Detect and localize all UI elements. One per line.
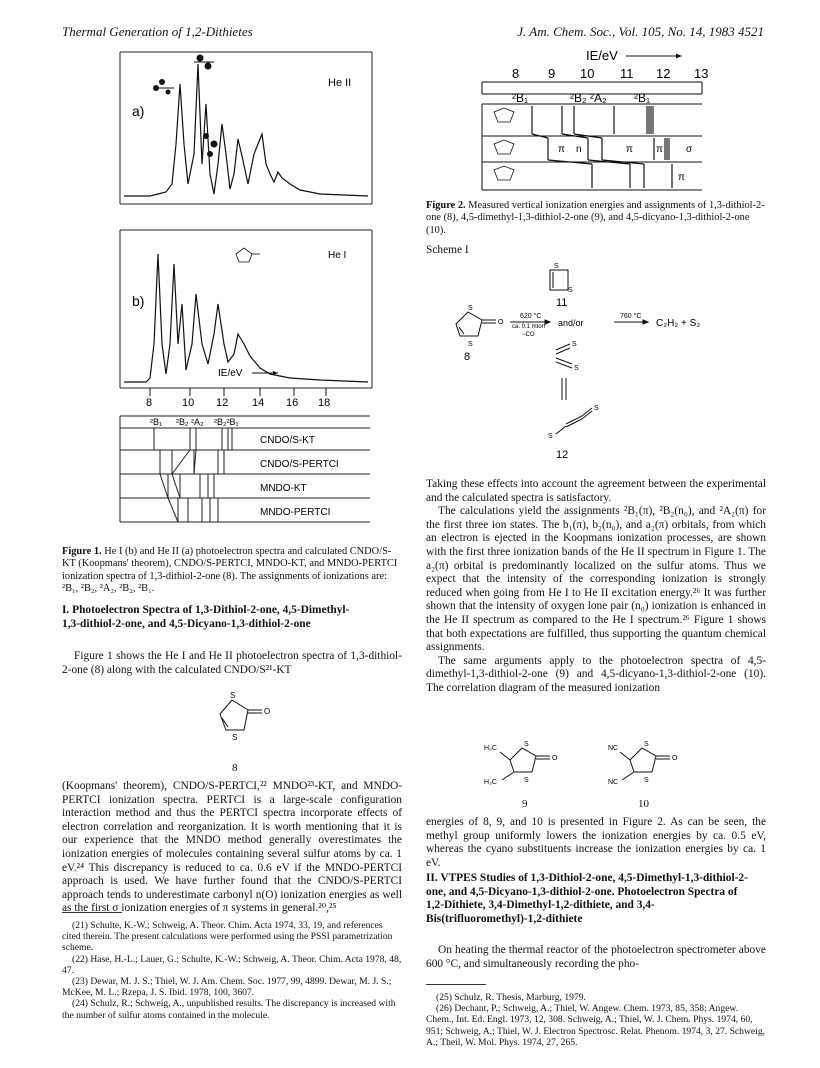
orbital-sketch-a2 (203, 133, 218, 157)
svg-text:H₃C: H₃C (484, 779, 497, 786)
method-cndo-kt: CNDO/S-KT (260, 435, 315, 446)
right-text-block-2 (426, 816, 766, 870)
scheme-cond-620: 620 °C (520, 313, 542, 320)
figure-2-graphic (476, 46, 726, 196)
tick-14: 14 (252, 397, 265, 409)
running-header-left: Thermal Generation of 1,2-Dithietes (62, 24, 253, 39)
svg-text:S: S (554, 263, 559, 270)
figure-2-caption-label: Figure 2. (426, 200, 466, 211)
panel-b-label: b) (132, 293, 145, 309)
dithiolone-icon-small (236, 248, 260, 262)
fig2-orb-sigma: σ (686, 144, 693, 155)
fig2-axis-label: IE/eV (586, 48, 618, 63)
panel-a-label: a) (132, 103, 145, 119)
scheme-label-12: 12 (556, 449, 569, 461)
references-right (426, 992, 766, 1048)
running-header-right: J. Am. Chem. Soc., Vol. 105, No. 14, 1983 4521 (517, 24, 764, 39)
compounds-9-10-drawing (480, 736, 700, 796)
scheme-1-drawing (426, 262, 766, 468)
right-text-block (426, 478, 766, 696)
svg-text:S: S (468, 341, 473, 348)
svg-text:S: S (230, 691, 236, 700)
figure-2-caption-text: Measured vertical ionization energies and assignments of 1,3-dithiol-2-one (8), 4,5-dimethyl-1,3-dithiol-2-one (9), and 4,5-dicyano-1,3-dithiol-2-one (10). (426, 200, 765, 236)
fig2-tick-10: 10 (580, 66, 595, 81)
figure-1-caption (62, 546, 402, 596)
references-left (62, 920, 402, 1021)
assign-b2a2: ²B₂ ²A₂ (176, 417, 204, 427)
footnote-rule-left (62, 912, 122, 913)
svg-text:S: S (644, 777, 649, 784)
scheme-cond-co: −CO (522, 332, 535, 338)
fig2-orb-pi-3: π (656, 144, 663, 155)
ie-axis-label: IE/eV (218, 368, 243, 379)
ref-26: (26) Dechant, P.; Schweig, A.; Thiel, W. Angew. Chem. 1973, 85, 358; Angew. Chem., Int. Ed. Engl. 1973, 12, 308. Schweig, A.; Thiel, W. J. Chem. Phys. 1974, 60, 951; Schweig, A.; Thiel, W. J. Electron Spectrosc. Relat. Phenom. 1974, 3, 27. Schweig, A.; Theil, W. Mol. Phys. 1974, 27, 265. (426, 1003, 766, 1048)
right-text-block-3 (426, 944, 766, 971)
fig2-orb-n: n (576, 144, 582, 155)
svg-text:S: S (594, 405, 599, 412)
ref-25: (25) Schulz, R. Thesis, Marburg, 1979. (436, 992, 586, 1003)
svg-text:S: S (568, 287, 573, 294)
figure-1-caption-label: Figure 1. (62, 546, 102, 557)
section-1-para-2: (Koopmans' theorem), CNDO/S-PERTCI,²² MNDO²³-KT, and MNDO-PERTCI ionization spectra. PERTCI is a large-scale configuration interaction method and thus the PERTCI spectra incorporate effects of electron correlation and reorganization. It is worth mentioning that it is our experience that the MNDO method generally overestimates the ionization energies of molecules containing several sulfur atoms by ca. 1 eV.²⁴ This discrepancy is reduced to ca. 0.6 eV if the MNDO-PERTCI approach is used. We have further found that the CNDO/S-PERTCI approach tends to underestimate carbonyl n(O) ionization energies as well as the first σ ionization energies of π systems in general.²⁰,²⁵ (62, 780, 402, 915)
scheme-label-8: 8 (464, 351, 471, 363)
section-2-title: II. VTPES Studies of 1,3-Dithiol-2-one, 4,5-Dimethyl-1,3-dithiol-2-one, and 4,5-Dicyano-1,3-dithiol-2-one. Photoelectron Spectra of 1,2-Dithiete, 3,4-Dimethyl-1,2-dithiete, and 3,4-Bis(trifluoromethyl)-1,2-dithiete (426, 872, 748, 925)
fig2-orb-pi-cn: π (678, 172, 685, 183)
scheme-title: Scheme I (426, 244, 469, 256)
footnote-rule-right (426, 984, 486, 985)
svg-text:S: S (524, 777, 529, 784)
scheme-andor: and/or (558, 318, 584, 328)
figure-2-caption (426, 200, 766, 237)
panel-a-frame (120, 52, 372, 204)
svg-text:H₃C: H₃C (484, 745, 497, 752)
method-mndo-pertci: MNDO-PERTCI (260, 507, 331, 518)
right-para-3: The same arguments apply to the photoelectron spectra of 4,5-dimethyl-1,3-dithiol-2-one (9) and 4,5-dicyano-1,3-dithiol-2-one (10). The correlation diagram of the measured ionization (426, 654, 766, 694)
fig2-band-sigma-1 (646, 106, 654, 134)
fig2-tick-12: 12 (656, 66, 671, 81)
section-1-para-1: Figure 1 shows the He I and He II photoelectron spectra of 1,3-dithiol-2-one (8) along with the calculated CNDO/S²¹-KT (62, 650, 402, 676)
compound-8-drawing (206, 686, 286, 752)
fig2-mol-sketches (494, 108, 514, 180)
right-para-4: energies of 8, 9, and 10 is presented in Figure 2. As can be seen, the methyl group uniformly lowers the ionization energies by ca. 0.5 eV, whereas the cyano substituents increase the ionization energies by ca. 1 eV. (426, 816, 766, 869)
assign-b1: ²B₁ (150, 417, 163, 427)
left-para-1 (62, 650, 402, 677)
fig2-tick-11: 11 (620, 66, 634, 81)
fig2-band-sigma-2 (664, 138, 670, 160)
svg-text:O: O (264, 707, 271, 716)
svg-text:S: S (572, 341, 577, 348)
svg-text:O: O (672, 755, 678, 762)
svg-text:S: S (468, 305, 473, 312)
svg-text:O: O (498, 319, 504, 326)
method-mndo-kt: MNDO-KT (260, 483, 307, 494)
figure-1-graphic (110, 44, 380, 544)
compound-8-label: 8 (232, 762, 238, 774)
fig2-assign-b2a2: ²B₂ ²A₂ (570, 91, 607, 105)
tick-12: 12 (216, 397, 229, 409)
method-cndo-pertci: CNDO/S-PERTCI (260, 459, 339, 470)
scheme-1 (426, 262, 766, 468)
section-1-title: I. Photoelectron Spectra of 1,3-Dithiol-2-one, 4,5-Dimethyl-1,3-dithiol-2-one, and 4,5-Dicyano-1,3-dithiol-2-one (62, 604, 350, 630)
figure-2 (476, 46, 726, 196)
fig2-assign-b1-2: ²B₁ (634, 91, 651, 105)
tick-10: 10 (182, 397, 195, 409)
axis-ticks (150, 388, 326, 396)
left-para-2 (62, 780, 402, 916)
tick-18: 18 (318, 397, 331, 409)
svg-text:S: S (574, 365, 579, 372)
fig2-tick-13: 13 (694, 66, 709, 81)
fig2-tick-8: 8 (512, 66, 520, 81)
orbital-sketch-b2 (194, 55, 214, 70)
svg-text:NC: NC (608, 779, 619, 786)
compound-10-label: 10 (638, 798, 649, 810)
fig2-tick-9: 9 (548, 66, 556, 81)
svg-text:S: S (232, 733, 238, 742)
scheme-cond-pressure: ca. 0.1 mtorr (512, 324, 546, 330)
ref-21: (21) Schulte, K.-W.; Schweig, A. Theor. Chim. Acta 1974, 33, 19, and references cited therein. The present calculations were performed using the PSSI parametrization scheme. (62, 920, 393, 954)
ref-23: (23) Dewar, M. J. S.; Thiel, W. J. Am. Chem. Soc. 1977, 99, 4899. Dewar, M. J. S.; McKee, M. L.; Rzepa, J. S. Ibid. 1978, 100, 3607. (62, 976, 392, 999)
he1-spectrum (124, 254, 368, 382)
fig2-orb-pi: π (558, 144, 565, 155)
ref-24: (24) Schulz, R.; Schweig, A., unpublished results. The discrepancy is increased with the number of sulfur atoms contained in the molecule. (62, 998, 396, 1021)
svg-text:S: S (524, 741, 529, 748)
fig2-assign-b1: ²B₁ (512, 91, 529, 105)
fig2-orb-pi-2: π (626, 144, 633, 155)
svg-text:S: S (644, 741, 649, 748)
ref-22: (22) Hase, H.-L.; Lauer, G.; Schulte, K.-W.; Schweig, A. Theor. Chim. Acta 1978, 48, 47. (62, 953, 402, 976)
compound-9-label: 9 (522, 798, 528, 810)
compounds-9-10 (480, 736, 700, 796)
svg-text:S: S (548, 433, 553, 440)
scheme-cond-760: 760 °C (620, 313, 642, 320)
he2-label: He II (328, 77, 352, 89)
svg-text:NC: NC (608, 745, 619, 752)
compound-8-structure (206, 686, 286, 752)
he1-label: He I (328, 250, 347, 261)
scheme-products: C₂H₂ + S₂ (656, 318, 701, 329)
scheme-label-11: 11 (556, 297, 568, 309)
tick-16: 16 (286, 397, 299, 409)
svg-text:O: O (552, 755, 558, 762)
figure-1-caption-text: He I (b) and He II (a) photoelectron spectra and calculated CNDO/S-KT (Koopmans' theorem), CNDO/S-PERTCI, MNDO-KT, and MNDO-PERTCI ionization spectra of 1,3-dithiol-2-one (8). The assignments of ionizations are: ²B₁, ²B₂, ²A₂, ²B₂, ²B₁. (62, 546, 398, 595)
tick-8: 8 (146, 397, 153, 409)
right-para-2: The calculations yield the assignments ²B₁(π), ²B₂(n₀), and ²A₂(π) for the first three ion states. The b₁(π), b₂(n₀), and a₂(π) orbitals, from which an electron is ejected in the Koopmans ionization processes, are shown with the first three ionization bands of the He II spectrum in Figure 1. The a₂(π) orbital is predominantly localized on the sulfur atoms. Thus we expect that the intensity of the corresponding ionization is strongly reduced when going from He I to He II excitation energy.²⁶ It was further shown that the intensity of oxygen lone pair (n₀) ionization is enhanced in the He II spectrum as compared to the He I spectrum.²⁶ Figure 1 shows that both expectations are fulfilled, thus supporting the quantum chemical assignments. (426, 505, 766, 654)
figure-1 (110, 44, 380, 544)
orbital-sketch-b1 (153, 79, 174, 95)
right-para-1: Taking these effects into account the agreement between the experimental and the calculated spectra is satisfactory. (426, 478, 766, 504)
assign-b2b1: ²B₂²B₁ (214, 417, 239, 427)
right-para-5: On heating the thermal reactor of the photoelectron spectrometer above 600 °C, and simultaneously recording the pho- (426, 944, 766, 970)
